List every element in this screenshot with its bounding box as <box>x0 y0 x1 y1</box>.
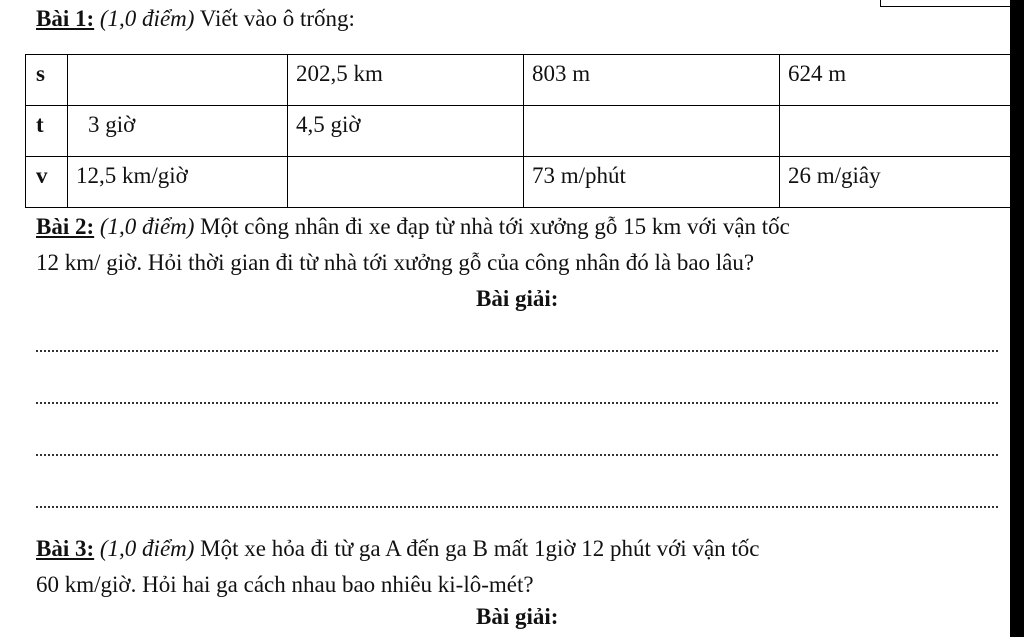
table-cell: 4,5 giờ <box>288 106 524 157</box>
table-cell[interactable] <box>68 55 288 106</box>
answer-line[interactable] <box>36 506 998 508</box>
table-row <box>26 55 1018 106</box>
table-cell: 12,5 km/giờ <box>68 157 288 208</box>
table-row <box>26 157 1018 208</box>
table-cell: 3 giờ <box>68 106 288 157</box>
bai1-header <box>36 6 355 32</box>
bai3-line1 <box>36 536 760 562</box>
bai3-solution-label: Bài giải: <box>476 604 559 629</box>
bai3-text-line1: Một xe hỏa đi từ ga A đến ga B mất 1giờ 12 phút với vận tốc <box>200 536 760 561</box>
table-row <box>26 106 1018 157</box>
row-label-s: s <box>26 55 68 106</box>
speed-table <box>25 54 1018 208</box>
bai2-solution-label: Bài giải: <box>476 286 559 311</box>
table-cell: 73 m/phút <box>524 157 780 208</box>
bai1-heading: Bài 1: <box>36 6 95 31</box>
table-cell: 26 m/giây <box>780 157 1018 208</box>
corner-box <box>880 0 1024 7</box>
bai3-points: (1,0 điểm) <box>99 536 195 561</box>
answer-line[interactable] <box>36 350 998 352</box>
answer-line[interactable] <box>36 454 998 456</box>
row-label-v: v <box>26 157 68 208</box>
bai1-instruction: Viết vào ô trống: <box>199 6 355 31</box>
bai1-points: (1,0 điểm) <box>99 6 195 31</box>
bai2-text-line1: Một công nhân đi xe đạp từ nhà tới xưởng gỗ 15 km với vận tốc <box>200 214 790 239</box>
bai2-heading: Bài 2: <box>36 214 95 239</box>
answer-line[interactable] <box>36 402 998 404</box>
bai3-text-line2: 60 km/giờ. Hỏi hai ga cách nhau bao nhiêu ki-lô-mét? <box>36 572 534 597</box>
table-cell[interactable] <box>288 157 524 208</box>
row-label-t: t <box>26 106 68 157</box>
table-cell: 803 m <box>524 55 780 106</box>
bai2-line1 <box>36 214 790 240</box>
table-cell: 624 m <box>780 55 1018 106</box>
bai3-heading: Bài 3: <box>36 536 95 561</box>
bai2-points: (1,0 điểm) <box>99 214 195 239</box>
table-cell: 202,5 km <box>288 55 524 106</box>
table-cell[interactable] <box>524 106 780 157</box>
table-cell[interactable] <box>780 106 1018 157</box>
bai2-text-line2: 12 km/ giờ. Hỏi thời gian đi từ nhà tới xưởng gỗ của công nhân đó là bao lâu? <box>36 250 755 275</box>
